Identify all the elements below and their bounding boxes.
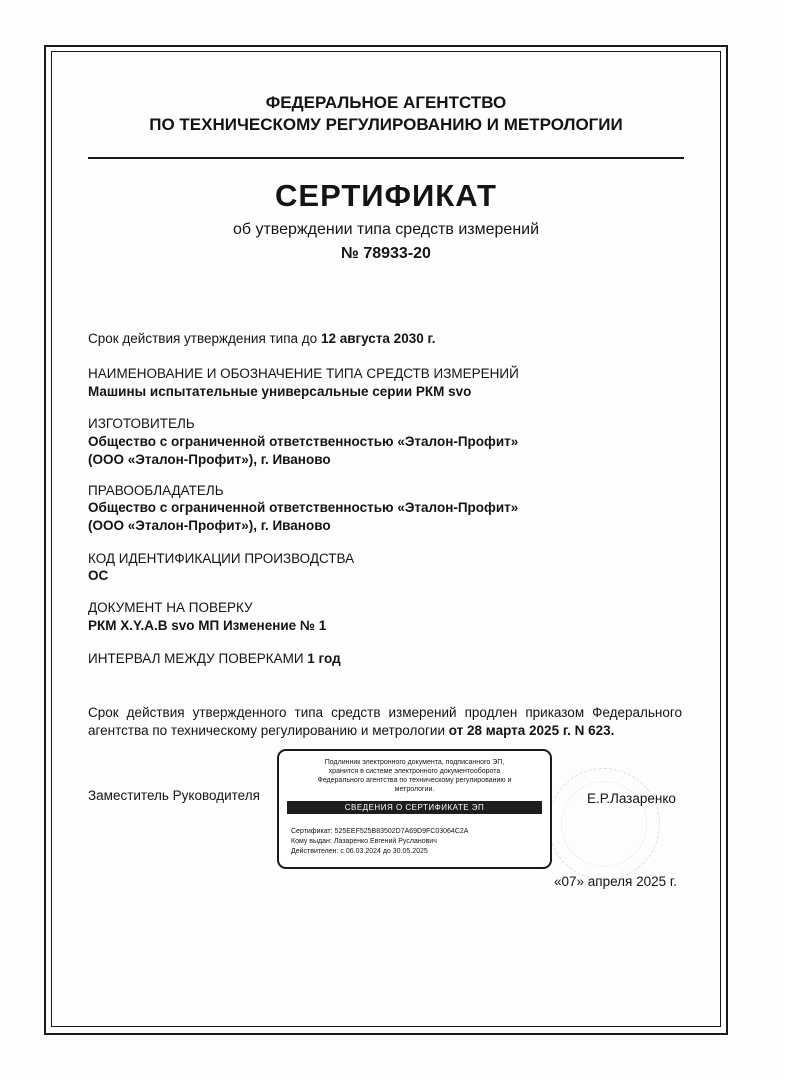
manufacturer-label: ИЗГОТОВИТЕЛЬ bbox=[88, 416, 195, 431]
validity-date: 12 августа 2030 г. bbox=[320, 331, 436, 346]
type-name-label: НАИМЕНОВАНИЕ И ОБОЗНАЧЕНИЕ ТИПА СРЕДСТВ ИЗМЕРЕНИЙ bbox=[88, 366, 519, 381]
stamp-issued-value: Лазаренко Евгений Русланович bbox=[333, 838, 437, 845]
signer-position: Заместитель Руководителя bbox=[88, 788, 260, 803]
agency-name-line1: ФЕДЕРАЛЬНОЕ АГЕНТСТВО bbox=[265, 93, 507, 112]
seal-watermark bbox=[548, 768, 660, 880]
rightholder-line2: (ООО «Эталон-Профит»), г. Иваново bbox=[88, 518, 331, 533]
extension-order: от 28 марта 2025 г. N 623. bbox=[448, 723, 615, 738]
verification-doc-value: РКМ X.Y.A.B svo МП Изменение № 1 bbox=[88, 618, 327, 633]
issue-date: «07» апреля 2025 г. bbox=[554, 874, 677, 889]
stamp-valid-value: с 06.03.2024 до 30.05.2025 bbox=[340, 848, 428, 855]
validity-line bbox=[88, 331, 436, 346]
signer-name: Е.Р.Лазаренко bbox=[587, 791, 676, 806]
stamp-header bbox=[287, 758, 542, 794]
stamp-valid-row bbox=[291, 848, 428, 855]
interval-line bbox=[88, 651, 341, 666]
agency-name-line2: ПО ТЕХНИЧЕСКОМУ РЕГУЛИРОВАНИЮ И МЕТРОЛОГИИ bbox=[149, 115, 623, 134]
manufacturer-line1: Общество с ограниченной ответственностью «Эталон-Профит» bbox=[88, 434, 519, 449]
validity-label: Срок действия утверждения типа до bbox=[88, 331, 321, 346]
stamp-issued-row bbox=[291, 838, 437, 845]
stamp-cert-row bbox=[291, 828, 468, 835]
interval-label: ИНТЕРВАЛ МЕЖДУ ПОВЕРКАМИ bbox=[88, 651, 308, 666]
stamp-header-line2: хранится в системе электронного документооборота bbox=[328, 768, 501, 775]
verification-doc-label: ДОКУМЕНТ НА ПОВЕРКУ bbox=[88, 600, 253, 615]
e-signature-stamp bbox=[277, 749, 552, 869]
stamp-header-line3: Федерального агентства по техническому регулированию и bbox=[317, 777, 512, 784]
stamp-issued-label: Кому выдан: bbox=[291, 838, 332, 845]
certificate-number: № 78933-20 bbox=[341, 245, 431, 262]
certificate-title: СЕРТИФИКАТ bbox=[275, 178, 497, 213]
stamp-band: СВЕДЕНИЯ О СЕРТИФИКАТЕ ЭП bbox=[287, 801, 542, 814]
stamp-valid-label: Действителен: bbox=[291, 848, 339, 855]
interval-value: 1 год bbox=[307, 651, 341, 666]
certificate-subtitle: об утверждении типа средств измерений bbox=[232, 221, 540, 238]
extension-paragraph bbox=[88, 704, 682, 740]
stamp-header-line1: Подлинник электронного документа, подписанного ЭП, bbox=[324, 759, 505, 766]
rightholder-label: ПРАВООБЛАДАТЕЛЬ bbox=[88, 483, 224, 498]
production-code-value: ОС bbox=[88, 568, 109, 583]
header-divider bbox=[88, 157, 684, 159]
type-name-value: Машины испытательные универсальные серии РКМ svo bbox=[88, 384, 472, 399]
extension-text: Срок действия утвержденного типа средств измерений продлен приказом Федерального агентства по техническому регулированию и метрологии bbox=[88, 705, 682, 738]
stamp-header-line4: метрологии. bbox=[394, 786, 435, 793]
production-code-label: КОД ИДЕНТИФИКАЦИИ ПРОИЗВОДСТВА bbox=[88, 551, 355, 566]
stamp-cert-value: 525EEF525B83502D7A69D9FC03064C2A bbox=[334, 828, 469, 835]
rightholder-line1: Общество с ограниченной ответственностью «Эталон-Профит» bbox=[88, 500, 519, 515]
manufacturer-line2: (ООО «Эталон-Профит»), г. Иваново bbox=[88, 452, 331, 467]
stamp-cert-label: Сертификат: bbox=[291, 828, 333, 835]
